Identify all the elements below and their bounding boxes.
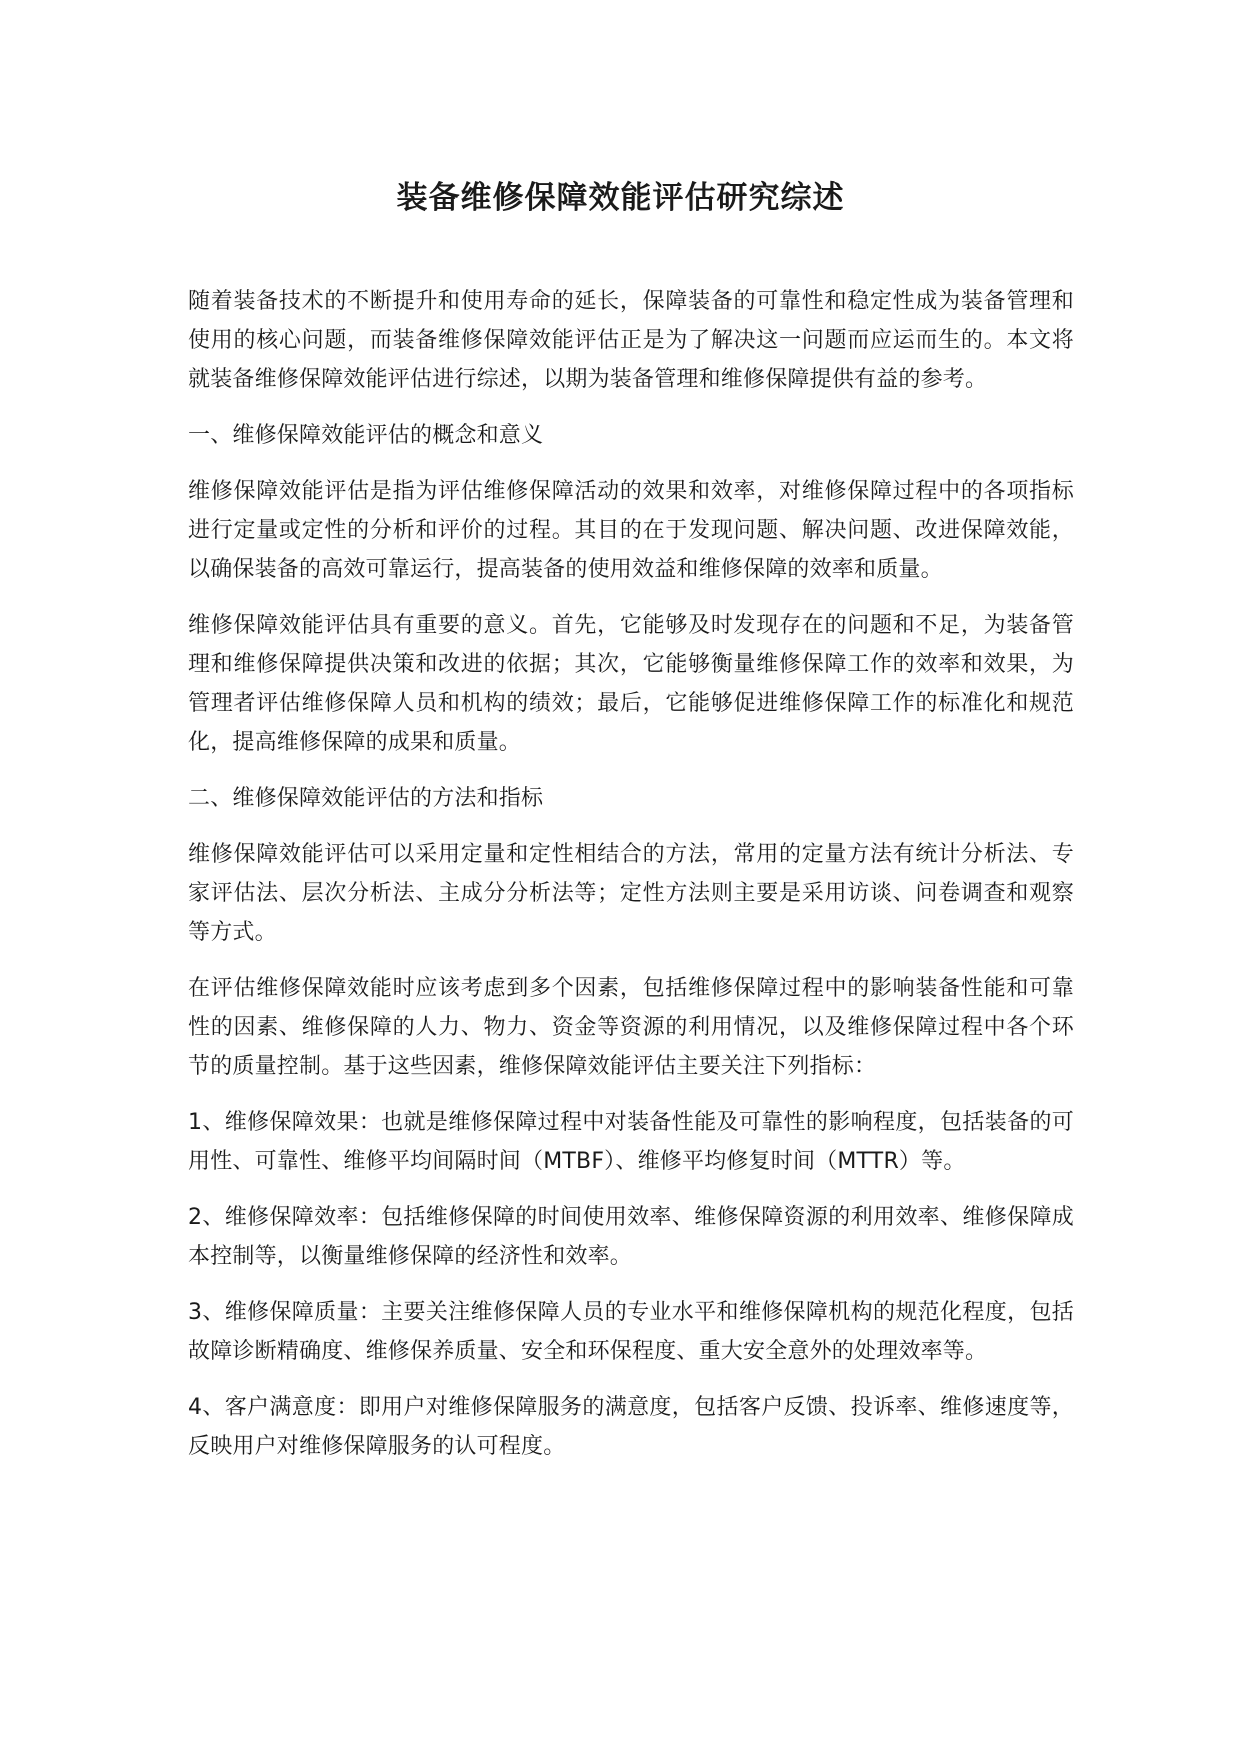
indicator-item-4: 4、客户满意度：即用户对维修保障服务的满意度，包括客户反馈、投诉率、维修速度等，反映用户对维修保障服务的认可程度。 [188, 1395, 1074, 1459]
body-paragraph: 维修保障效能评估具有重要的意义。首先，它能够及时发现存在的问题和不足，为装备管理和维修保障提供决策和改进的依据；其次，它能够衡量维修保障工作的效率和效果，为管理者评估维修保障人员和机构的绩效；最后，它能够促进维修保障工作的标准化和规范化，提高维修保障的成果和质量。 [188, 613, 1074, 755]
document-body [188, 282, 1074, 1483]
body-paragraph: 维修保障效能评估是指为评估维修保障活动的效果和效率，对维修保障过程中的各项指标进行定量或定性的分析和评价的过程。其目的在于发现问题、解决问题、改进保障效能，以确保装备的高效可靠运行，提高装备的使用效益和维修保障的效率和质量。 [188, 479, 1074, 582]
document-title: 装备维修保障效能评估研究综述 [396, 180, 845, 216]
intro-paragraph: 随着装备技术的不断提升和使用寿命的延长，保障装备的可靠性和稳定性成为装备管理和使用的核心问题，而装备维修保障效能评估正是为了解决这一问题而应运而生的。本文将就装备维修保障效能评估进行综述，以期为装备管理和维修保障提供有益的参考。 [188, 289, 1074, 392]
indicator-item-3: 3、维修保障质量：主要关注维修保障人员的专业水平和维修保障机构的规范化程度，包括故障诊断精确度、维修保养质量、安全和环保程度、重大安全意外的处理效率等。 [188, 1300, 1074, 1364]
section-heading-1: 一、维修保障效能评估的概念和意义 [188, 423, 544, 448]
section-heading-2: 二、维修保障效能评估的方法和指标 [188, 786, 544, 811]
body-paragraph: 在评估维修保障效能时应该考虑到多个因素，包括维修保障过程中的影响装备性能和可靠性的因素、维修保障的人力、物力、资金等资源的利用情况，以及维修保障过程中各个环节的质量控制。基于这些因素，维修保障效能评估主要关注下列指标： [188, 976, 1074, 1079]
body-paragraph: 维修保障效能评估可以采用定量和定性相结合的方法，常用的定量方法有统计分析法、专家评估法、层次分析法、主成分分析法等；定性方法则主要是采用访谈、问卷调查和观察等方式。 [188, 842, 1074, 945]
indicator-item-1: 1、维修保障效果：也就是维修保障过程中对装备性能及可靠性的影响程度，包括装备的可用性、可靠性、维修平均间隔时间（MTBF）、维修平均修复时间（MTTR）等。 [188, 1110, 1074, 1174]
indicator-item-2: 2、维修保障效率：包括维修保障的时间使用效率、维修保障资源的利用效率、维修保障成本控制等，以衡量维修保障的经济性和效率。 [188, 1205, 1074, 1269]
